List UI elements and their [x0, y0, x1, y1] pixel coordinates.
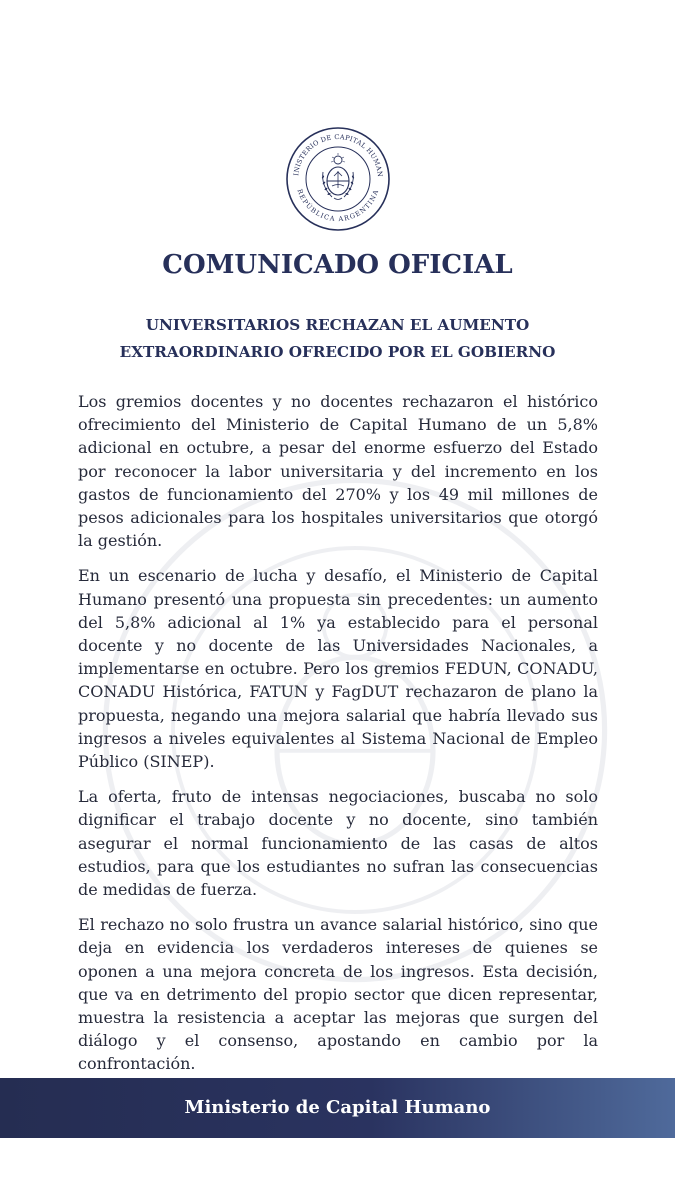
headline-line-2: EXTRAORDINARIO OFRECIDO POR EL GOBIERNO	[119, 343, 556, 361]
page-title: COMUNICADO OFICIAL	[162, 250, 513, 280]
coat-of-arms-seal-icon	[285, 126, 391, 232]
svg-text:MINISTERIO DE CAPITAL HUMANO: INISTERIO DE CAPITAL HUMAN	[292, 132, 385, 178]
paragraph-2: En un escenario de lucha y desafío, el Ministerio de Capital Humano presentó una propuesta sin precedentes: un aumento del 5,8% adicional al 1% ya establecido para el personal docente y no docente de las Universidades Nacionales, a implementarse en octubre. Pero los gremios FEDUN, CONADU, CONADU Histórica, FATUN y FagDUT rechazaron de plano la propuesta, negando una mejora salarial que habría llevado sus ingresos a niveles equivalentes al Sistema Nacional de Empleo Público (SINEP).	[78, 566, 598, 772]
article-body	[78, 390, 598, 1088]
footer-ministry-name: Ministerio de Capital Humano	[184, 1097, 491, 1118]
svg-text:REPÚBLICA ARGENTINA: REPÚBLICA ARGENTINA	[295, 188, 381, 224]
paragraph-3: La oferta, fruto de intensas negociaciones, buscaba no solo dignificar el trabajo docente y no docente, sino también asegurar el normal funcionamiento de las casas de altos estudios, para que los estudiantes no sufran las consecuencias de medidas de fuerza.	[78, 787, 598, 900]
headline	[60, 312, 615, 366]
headline-line-1: UNIVERSITARIOS RECHAZAN EL AUMENTO	[145, 316, 530, 334]
paragraph-4: El rechazo no solo frustra un avance salarial histórico, sino que deja en evidencia los verdaderos intereses de quienes se oponen a una mejora concreta de los ingresos. Esta decisión, que va en detrimento del propio sector que dicen representar, muestra la resistencia a aceptar las mejoras que surgen del diálogo y el consenso, apostando en cambio por la confrontación.	[78, 915, 598, 1074]
seal	[285, 126, 391, 232]
paragraph-1: Los gremios docentes y no docentes rechazaron el histórico ofrecimiento del Ministerio de Capital Humano de un 5,8% adicional en octubre, a pesar del enorme esfuerzo del Estado por reconocer la labor universitaria y del incremento en los gastos de funcionamiento del 270% y los 49 mil millones de pesos adicionales para los hospitales universitarios que otorgó la gestión.	[78, 392, 598, 551]
